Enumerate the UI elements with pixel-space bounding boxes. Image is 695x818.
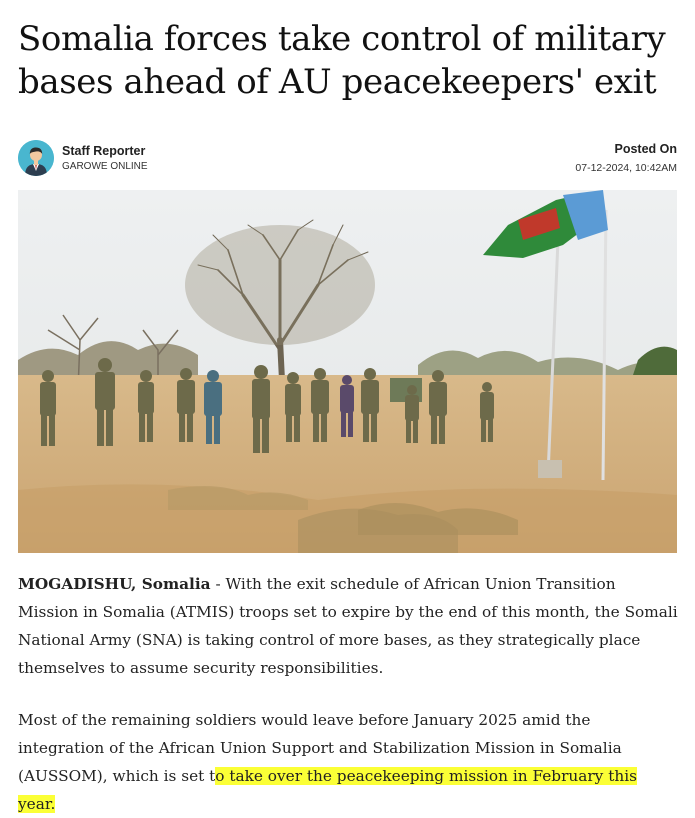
highlighted-text: o take over the peacekeeping mission in February this year. <box>18 767 637 813</box>
author-organization: GAROWE ONLINE <box>62 161 148 172</box>
posted-on-label: Posted On <box>614 142 677 156</box>
posted-datetime: 07-12-2024, 10:42AM <box>575 162 677 174</box>
paragraph-2-text: Most of the remaining soldiers would leave before January 2025 amid the integration of the African Union Support and Stabilization Mission in Somalia (AUSSOM), which is set t <box>18 711 622 785</box>
dateline: MOGADISHU, Somalia <box>18 575 211 593</box>
article-paragraph-1 <box>18 570 678 682</box>
author-name[interactable]: Staff Reporter <box>62 144 146 158</box>
byline <box>18 140 677 180</box>
paragraph-1-text: - With the exit schedule of African Union Transition Mission in Somalia (ATMIS) troops set to expire by the end of this month, the Somali National Army (SNA) is taking control of more bases, as they strategically place themselves to assume security responsibilities. <box>18 575 678 677</box>
article-headline: Somalia forces take control of military bases ahead of AU peacekeepers' exit <box>18 19 666 102</box>
article-paragraph-2 <box>18 706 678 818</box>
article-photo <box>18 190 677 553</box>
person-avatar-icon[interactable] <box>18 140 54 176</box>
